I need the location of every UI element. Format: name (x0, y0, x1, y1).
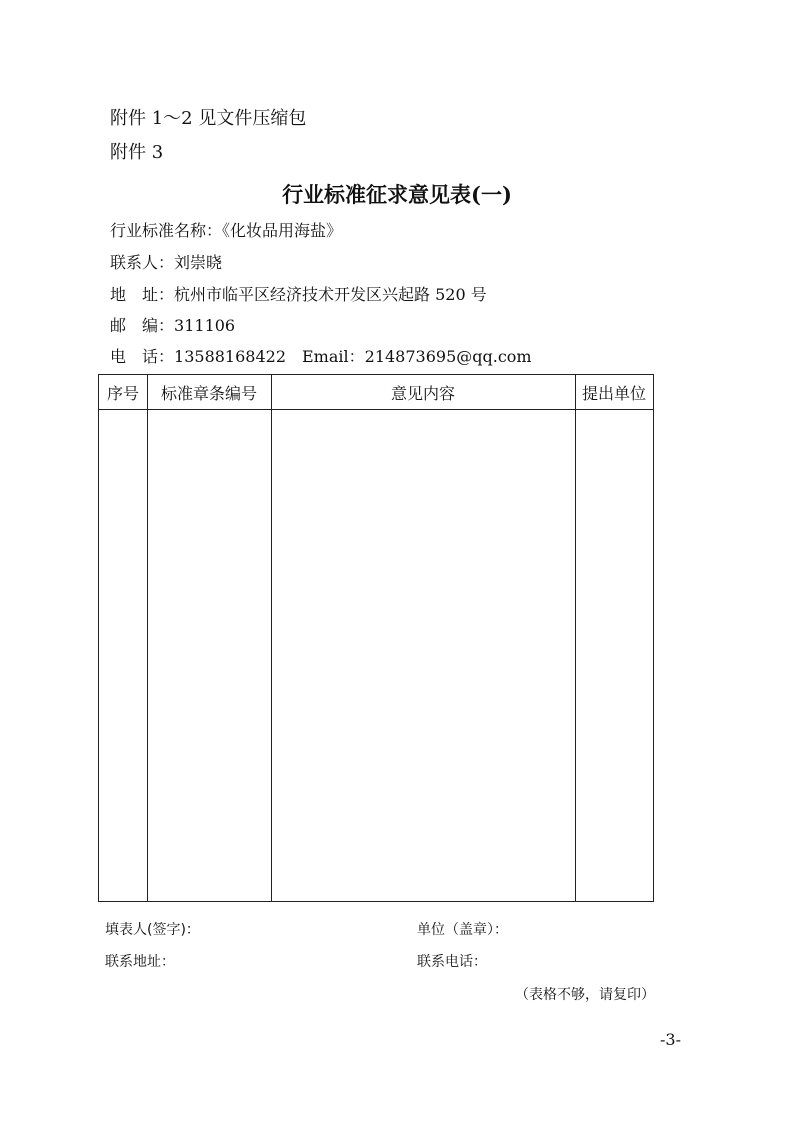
postcode-value: 311106 (174, 316, 236, 335)
contact-label: 联系人： (110, 253, 175, 272)
copy-note: （表格不够，请复印） (515, 987, 655, 1003)
contact-row (110, 253, 222, 273)
opinion-table (98, 374, 654, 902)
header-divider (99, 409, 653, 410)
attachment-line-1: 附件 1～2 见文件压缩包 (110, 108, 307, 129)
cell-index[interactable] (99, 411, 147, 901)
address-label-2: 址： (142, 285, 175, 304)
postcode-label-1: 邮 (110, 316, 127, 335)
page-number: -3- (660, 1030, 681, 1049)
address-label-1: 地 (110, 285, 127, 304)
filler-signature-label: 填表人(签字)： (105, 922, 200, 938)
header-clause-number: 标准章条编号 (160, 383, 257, 403)
header-submitting-unit: 提出单位 (581, 383, 646, 403)
unit-seal-label: 单位（盖章）： (417, 922, 508, 938)
phone-label-2: 话： (142, 347, 175, 366)
header-opinion-content: 意见内容 (390, 383, 455, 403)
contact-phone-label: 联系电话： (417, 954, 487, 970)
cell-opinion-content[interactable] (272, 411, 575, 901)
attachment-line-2: 附件 3 (110, 142, 164, 163)
phone-row (110, 347, 286, 367)
cell-submitting-unit[interactable] (576, 411, 653, 901)
standard-name-value: 《化妆品用海盐》 (222, 221, 343, 240)
form-title: 行业标准征求意见表(一) (282, 182, 512, 207)
phone-label-1: 电 (110, 347, 127, 366)
standard-name-label: 行业标准名称： (110, 221, 223, 240)
header-index: 序号 (106, 383, 139, 403)
phone-value: 13588168422 (174, 347, 287, 366)
standard-name-row (110, 221, 342, 241)
postcode-label-2: 编： (142, 316, 175, 335)
email-row (302, 347, 532, 367)
postcode-row (110, 316, 235, 336)
address-value: 杭州市临平区经济技术开发区兴起路 520 号 (174, 285, 487, 304)
email-label: Email： (302, 347, 365, 366)
contact-address-label: 联系地址： (105, 954, 175, 970)
contact-value: 刘崇晓 (174, 253, 223, 272)
address-row (110, 285, 487, 305)
cell-clause-number[interactable] (148, 411, 271, 901)
email-value: 214873695@qq.com (364, 347, 532, 366)
